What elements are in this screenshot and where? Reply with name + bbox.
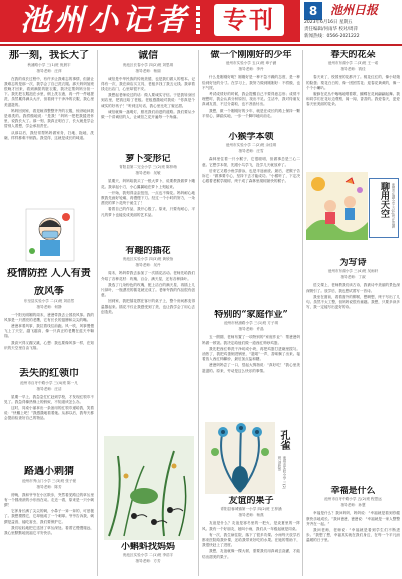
article-byline: 池州市东湖小学 二(3)班 王一诺: [327, 61, 379, 66]
article: [4, 286, 94, 366]
article-title: 小猴学本领: [228, 132, 274, 142]
article-title: 幸福是什么: [330, 486, 376, 496]
article: [101, 154, 195, 244]
article-teacher: 指导老师：吴丹: [135, 263, 161, 268]
article: [202, 496, 300, 576]
column-divider: [198, 50, 199, 576]
article-teacher: 指导老师：汪萍: [36, 68, 62, 73]
article-teacher: 指导老师：汪雪: [238, 149, 264, 154]
article-title: 那一刻，我长大了: [9, 50, 89, 61]
article-byline: 池州市百牙中路小学 五(2)班 程思远: [324, 497, 382, 502]
article-title: 诚信: [138, 50, 158, 61]
article-byline: 池州市秀山门小学 三(3)班 张子豪: [21, 478, 77, 483]
article-body: 星期天，妈妈给我买了一根大萝卜，说要教我做萝卜雕花。我拿起小刀，小心翼翼地在萝卜上刻起来。 一开始，我刻得歪歪扭扭，一点也不像花。妈妈耐心地教我先画好轮廓，再慢慢下刀。经过一个小时的努力，一朵漂亮的萝卜花终于诞生了！ 看着自己的作品，我开心极了。原来，只要有耐心，平凡的萝卜也能变成美丽的艺术品。: [101, 179, 195, 217]
article: [306, 486, 400, 576]
article-teacher: 指导老师：钱佳: [340, 67, 366, 72]
article-body: 森林里住着一只小猴子，它很聪明，但做事总是三心二意。它想学本领，先跟小鸟学飞，没学几天就放弃了。 后来它又跟小鱼学游泳，也是半途而废。最后，老猴子告诉它：“做事要专心，坚持下去才能成功。”小猴听了，下定决心跟着老猴学爬树，终于成了森林里爬树最快的猴子。: [202, 157, 300, 184]
article-body: 傍晚，我和爷爷在小区散步，突然看见路边的草丛里有一个圆滚滚的小东西在动。走近一看，原来是一只小刺猬！ 它浑身长满了尖尖的刺，小鼻子一耸一耸的，可爱极了。我想摸摸它，它却缩成了一个刺球。爷爷告诉我，刺猬是益兽，能吃害虫，我们要保护它。 我们轻轻地把它送回了草丛深处。看着它慢慢爬远，我心里默默地祝福它平安快乐。: [4, 492, 94, 535]
article-body: 在我的成长过程中，有许多让我难忘的事情，但最让我难忘的是那一次，我学会了自己洗衣服。那天妈妈加班很晚才回来，看到满筐的脏衣服，我决定帮妈妈分担一下。我先把衣服泡在水里，倒上洗衣液，再一件一件地搓洗，虽然累得满头大汗，但看到干干净净的衣服，我心里美滋滋的。 妈妈回到家，看见晾得整整齐齐的衣服，惊讶地问我是谁洗的。我骄傲地说：“是我！”妈妈一把把我搂进怀里，说我长大了。那一刻，我真正明白了，长大就是学会替别人着想，学会承担责任。 从那以后，我经常帮妈妈做家务，扫地、拖地、洗碗，样样都难不倒我。我觉得，这就是成长的味道。: [4, 76, 94, 140]
article-byline: 池州市百牙中路小学 三(4)班 陈一凡: [20, 380, 78, 385]
article-body: 语文课上，老师教我们读古诗，我被诗中美丽的景色深深吸引了。放学后，我也想试着写一首诗。 我坐在窗前，看着窗外的柳树，想啊想，终于写出了几句。虽然不太工整，但妈妈说很有童趣。我想，只要多读多写，我一定能写出更好的诗。: [306, 283, 400, 310]
article: [306, 258, 400, 408]
article: [202, 50, 300, 130]
page-title: 池州小记者: [20, 3, 190, 38]
article-teacher: 指导老师：吴敏: [135, 171, 161, 176]
article-byline: 青阳县蓉城镇第一小学 四(2)班 王梓涵: [220, 507, 282, 512]
article-body: 五一假期，老师布置了一项特别的“家庭作业”：帮爸爸妈妈做一顿饭。我决定给他们做一道西红柿炒鸡蛋。 我先把西红柿洗干净切成小块，再把鸡蛋打进碗里搅匀。油热了，我把鸡蛋倒进锅里，“滋啦”一声，香味飘了出来。接着放入西红柿翻炒，最后加点盐和糖。 爸爸妈妈尝了一口，竖起大拇指说：“真好吃！”我心里美滋滋的。原来，劳动是这么快乐的事情。: [202, 335, 300, 373]
page-header: [0, 0, 402, 44]
caption-title: 聊用天空: [379, 182, 389, 218]
caption-meta: 池州市东湖小学 五(1)班 汪语涵: [391, 183, 395, 228]
banner-dots: [196, 4, 210, 36]
page-number: 8: [304, 2, 322, 20]
article-byline: 青阳县第二完全小学 三(2)班 陈梓萌: [119, 165, 177, 170]
special-badge: 专刊: [214, 4, 284, 36]
article-title: 春天的花朵: [330, 50, 376, 60]
article-byline: 池州市秋浦路小学 三(1)班 方子琪: [223, 321, 279, 326]
masthead-logo: 池州日报: [330, 3, 379, 17]
article-teacher: 指导老师：何静: [36, 304, 62, 309]
article-teacher: 指导老师：孙慧: [340, 503, 366, 508]
article: [4, 268, 94, 284]
article: [202, 310, 300, 420]
article-teacher: 指导老师：李丹: [238, 67, 264, 72]
caption-title: 孔雀: [278, 430, 289, 450]
article-teacher: 指导老师：杨燕: [238, 513, 264, 518]
header-rule: [0, 44, 402, 46]
column-divider: [97, 50, 98, 576]
article-title: 放风筝: [34, 286, 64, 297]
article-body: 友谊是什么？友谊是寒冬里的一把火，是炎夏里的一阵风。我有一个好朋友，她叫小雨，我们从一年级起就是同桌。 有一次，我生病住院，落下了很多功课。小雨每天放学后都来医院给我补课，还给我带来好吃的水果。在她的帮助下，我很快赶上了进度。 我想，友谊就像一棵大树，需要我们用真诚去浇灌，才能结出甜美的果子。: [202, 521, 300, 559]
tadpole-painting: [104, 436, 194, 540]
article-byline: 池州市实验小学 二(2)班 余佳琪: [225, 143, 277, 148]
article-teacher: 指导老师：方芳: [135, 559, 161, 564]
article-title: 有趣的插花: [125, 246, 171, 256]
column-divider: [302, 50, 303, 576]
article-title: 丢失的红领巾: [19, 368, 79, 379]
article: [101, 246, 195, 432]
editor-line: 责任编辑/何雨华 校对/周萍: [304, 27, 358, 32]
illustration-caption: [277, 430, 299, 490]
date-line: 2023年6月16日 星期五: [304, 20, 353, 25]
cartoon-drawing: [22, 205, 78, 265]
article-title: 路遇小刺猬: [24, 466, 74, 477]
article: [202, 132, 300, 208]
article-byline: 东至县实验小学 二(1)班 刘浩然: [23, 298, 75, 303]
hotline: 新闻热线：0566-2021222: [304, 34, 360, 39]
article-body: 周末，妈妈带我去参加了一次插花活动。老师先给我们介绍了各种花材：玫瑰、百合、满天星，还有各种绿叶。 我选了几朵粉色的玫瑰，配上洁白的满天星，再插上几片绿叶，一瓶漂亮的插花就完成了。老师夸我的作品很有创意。 回到家，我把插花摆在客厅的桌子上，整个房间都变得温馨起来。插花不仅让我感受到了美，也让我学会了用心去创造美。: [101, 271, 195, 314]
illustration-caption: [369, 178, 399, 238]
article-body: 一个阳光明媚的周末，爸爸带我去公园放风筝。我的风筝是一只漂亮的老鹰，它有长长的翅膀和尖尖的嘴。 爸爸拿着风筝，我拉着线往前跑。风一吹，风筝慢慢飞上了天空，越飞越高，像一只真正的老鹰在蓝天中翱翔。 我高兴得又蹦又跳，心想：我也要像风筝一样，在知识的天空里自由飞翔。: [4, 312, 94, 350]
article-title: 特别的“家庭作业”: [214, 310, 288, 320]
article: [4, 466, 94, 576]
article-body: 星期一早上，我急急忙忙赶到学校，才发现红领巾不见了。我急得像热锅上的蚂蚁，不知道该怎么办。 这时，同桌小丽拿出一条备用的红领巾递给我，笑着说：“快戴上吧！”我感激地看着她。从那以后，我每天都会提前检查好自己的物品。: [4, 394, 94, 421]
article-teacher: 指导老师：陈芳: [36, 484, 62, 489]
article-byline: 池州市实验小学 五(1)班 章子涵: [225, 61, 277, 66]
article: [4, 368, 94, 464]
article-teacher: 指导老师：丁淑: [340, 275, 366, 280]
article-title: 萝卜变形记: [125, 154, 171, 164]
article-body: 什么是刚刚好呢？刚刚好是一种不急不躁的态度，是一种恰到好处的分寸。在学习上，我努力做到刚刚好：不骄傲，也不气馁。 考试成绩好的时候，我会提醒自己不要得意忘形；成绩不理想时，我会认真分析原因，找出不足。生活中，我对待朋友真诚友善，不过分索取，也不吝啬付出。 我想，做一个刚刚好的少年，就是在成长的路上保持一颗平常心，脚踏实地，一步一个脚印地向前走。: [202, 75, 300, 118]
caption-meta: 池州市实验小学 三(2)班 刘欣然: [277, 456, 286, 490]
article-byline: 池州市东湖小学 三(4)班 吴雨轩: [327, 269, 379, 274]
article-title: 为写诗: [339, 258, 367, 268]
article-title: 小蝌蚪找妈妈: [120, 542, 175, 552]
article-body: 春天来了，校园里的花都开了。桃花红红的，像小姑娘的脸蛋；梨花白白的，像一团团雪花；迎春花黄黄的，像一个个小喇叭。 蜜蜂在花丛中嗡嗡地唱着歌，蝴蝶在花间翩翩起舞。我和同学们在花坛边观察，闻一闻，香香的。我爱春天，更爱春天里美丽的花朵。: [306, 75, 400, 107]
article-title: 友谊的果子: [228, 496, 274, 506]
article-teacher: 指导老师：许晶: [238, 327, 264, 332]
article-byline: 贵池区实验小学 四(3)班 黄欣怡: [122, 257, 174, 262]
title-banner: [0, 0, 300, 42]
article: [306, 50, 400, 140]
sky-painting: [306, 172, 368, 240]
article: [101, 50, 195, 152]
article-byline: 贵池区长春小学 四(2)班 刘思琪: [122, 62, 174, 67]
article-teacher: 指导老师：杨丽: [135, 68, 161, 73]
article-body: 诚信是中华民族的传统美德，也是我们做人的根本。记得有一次，我在商店买文具，老板多找了我五元钱。我拿着钱走出店门，心里却很不安。 我想起老师说过的话：做人要诚实守信。于是我转身回到店里，把钱还给了老板。老板感激地对我说：“你真是个诚实的好孩子！”听到这句话，我心里比吃了蜜还甜。 诚信就像一盏明灯，照亮我们前进的道路。我们要从小做一个讲诚信的人，让诚信之花开遍每一个角落。: [101, 76, 195, 119]
article-teacher: 指导老师：汪洁: [36, 386, 62, 391]
article-byline: 贵池区实验小学 二(1)班 李浩宇: [122, 553, 174, 558]
article-title: 疫情防控 人人有责: [7, 268, 91, 279]
article: [101, 542, 195, 576]
article-body: 幸福是什么？我问妈妈，妈妈说：“幸福就是看到你健康快乐地成长。”我问爸爸，爸爸说：“幸福就是一家人整整齐齐在一起。” 我问老师，老师说：“幸福就是看到学生们不断进步。”我想了想，幸福其实就在我们身边，在每一个平凡而温暖的日子里。: [306, 511, 400, 543]
peacock-painting: [205, 422, 275, 494]
article-byline: 秋浦路小学 三(1)班 倪晨宇: [27, 62, 71, 67]
article-title: 做一个刚刚好的少年: [210, 50, 292, 60]
